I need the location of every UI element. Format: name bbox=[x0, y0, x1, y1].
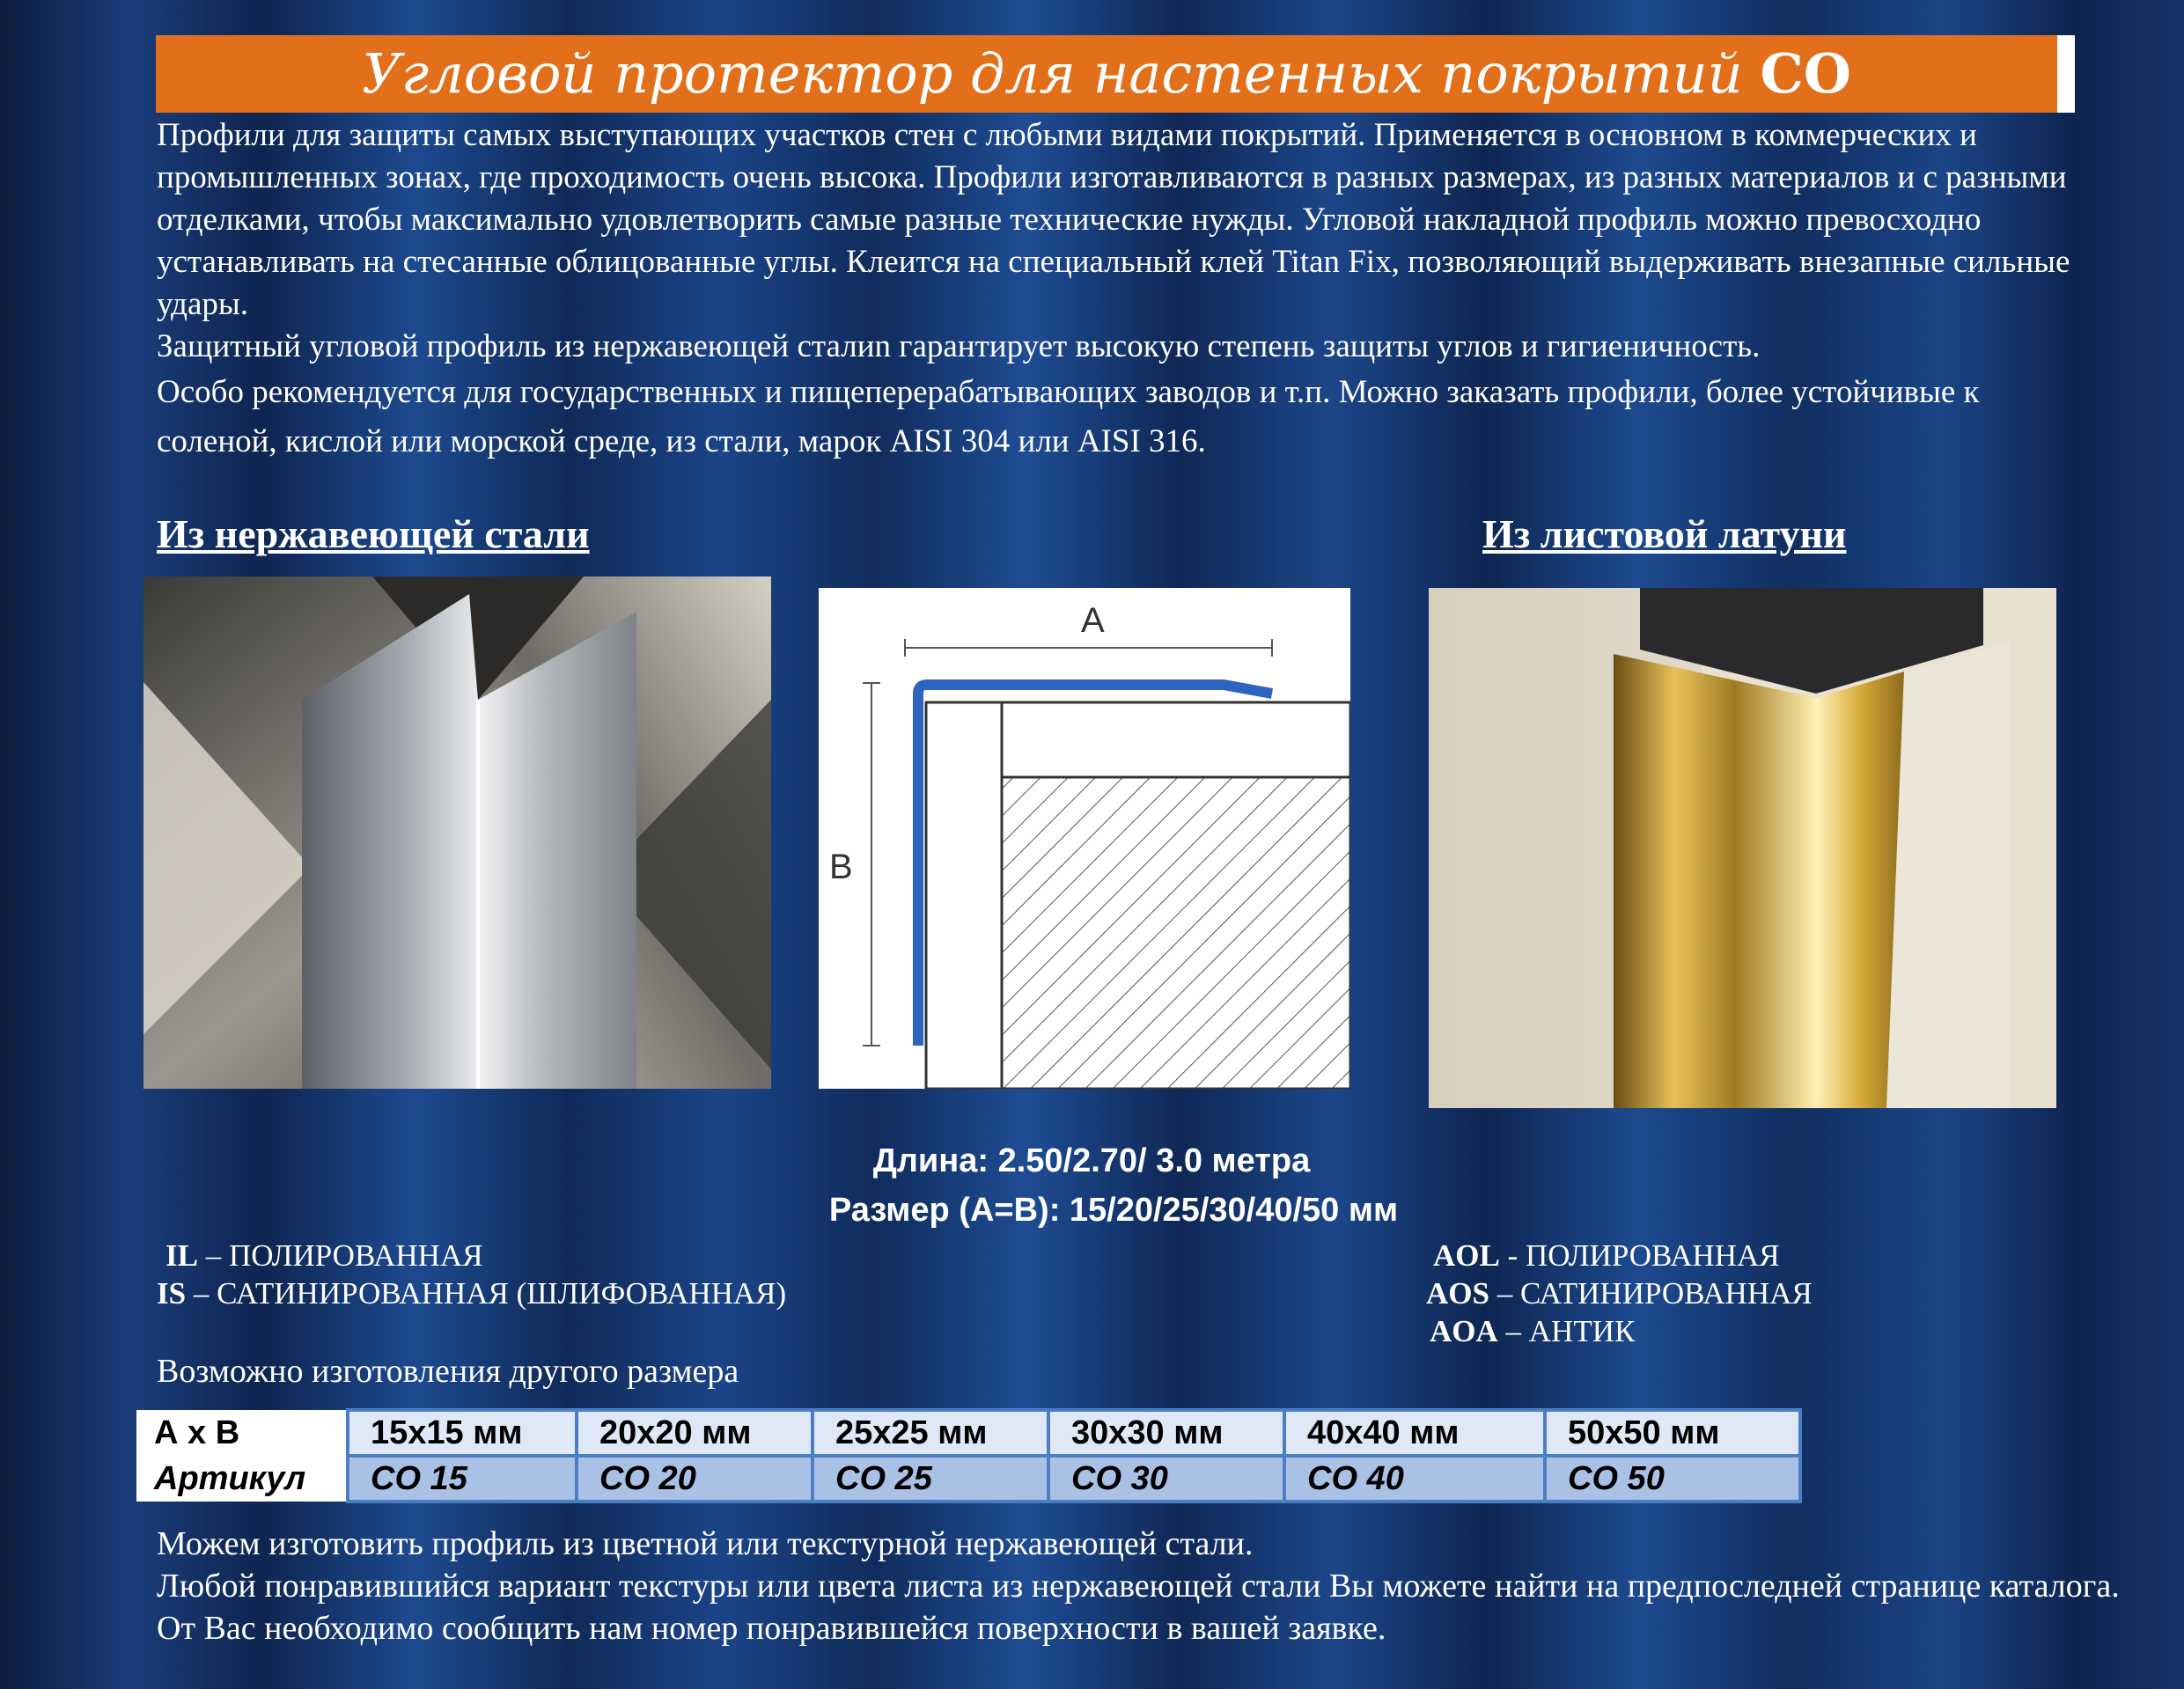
table-cell: CO 15 bbox=[348, 1456, 577, 1502]
table-cell: 25х25 мм bbox=[813, 1410, 1048, 1456]
intro-paragraph-3: Особо рекомендуется для государственных и пищеперерабатывающих заводов и т.п. Можно заказать профили, более устойчивые к соленой, кислой или морской среде, из стали, марок AISI 304 или AISI 316. bbox=[157, 374, 1980, 459]
table-cell: 20х20 мм bbox=[577, 1410, 813, 1456]
dimension-a-label: A bbox=[1081, 601, 1105, 640]
table-cell: 40х40 мм bbox=[1284, 1410, 1545, 1456]
dimension-b-label: B bbox=[829, 848, 853, 886]
brass-finishes bbox=[1426, 1237, 1813, 1350]
bottom-text bbox=[157, 1523, 2137, 1649]
intro-text bbox=[157, 114, 2093, 466]
other-size-note: Возможно изготовления другого размера bbox=[157, 1353, 739, 1390]
table-cell: CO 20 bbox=[577, 1456, 813, 1502]
bottom-line-1: Можем изготовить профиль из цветной или текстурной нержавеющей стали. bbox=[157, 1525, 1254, 1562]
title-bar bbox=[156, 35, 2075, 113]
table-cell: 15х15 мм bbox=[348, 1410, 577, 1456]
bottom-line-2: Любой понравившийся вариант текстуры или цвета листа из нержавеющей стали Вы можете найти на предпоследней странице каталога. От Вас необходимо сообщить нам номер понравившейся поверхности в вашей заявке. bbox=[157, 1568, 2120, 1647]
table-row bbox=[136, 1456, 1800, 1502]
finish-aos: AOS – САТИНИРОВАННАЯ bbox=[1426, 1276, 1813, 1311]
finish-is: IS – САТИНИРОВАННАЯ (ШЛИФОВАННАЯ) bbox=[157, 1276, 787, 1311]
heading-steel: Из нержавеющей стали bbox=[157, 511, 590, 556]
table-head-size: А х В bbox=[136, 1410, 348, 1456]
product-code: CO bbox=[1760, 41, 1851, 106]
table-cell: CO 25 bbox=[813, 1456, 1048, 1502]
table-head-article: Артикул bbox=[136, 1456, 348, 1502]
table-row bbox=[136, 1410, 1800, 1456]
finish-il: IL – ПОЛИРОВАННАЯ bbox=[165, 1238, 483, 1273]
finish-aoa: AOA – АНТИК bbox=[1430, 1314, 1636, 1348]
length-spec: Длина: 2.50/2.70/ 3.0 метра bbox=[872, 1142, 1311, 1179]
steel-corner-image bbox=[143, 576, 771, 1089]
steel-finishes bbox=[157, 1237, 786, 1312]
intro-paragraph-2: Защитный угловой профиль из нержавеющей сталиn гарантирует высокую степень защиты углов и гигиеничность. bbox=[157, 328, 1761, 364]
size-table bbox=[136, 1408, 1802, 1503]
size-spec: Размер (А=В): 15/20/25/30/40/50 мм bbox=[828, 1192, 1399, 1229]
page-title: Угловой протектор для настенных покрытий CO bbox=[362, 41, 1851, 106]
table-cell: CO 50 bbox=[1545, 1456, 1800, 1502]
heading-brass: Из листовой латуни bbox=[1482, 511, 1847, 556]
table-cell: 30х30 мм bbox=[1048, 1410, 1284, 1456]
finish-aol: AOL - ПОЛИРОВАННАЯ bbox=[1433, 1238, 1780, 1273]
profile-diagram bbox=[819, 588, 1350, 1089]
intro-paragraph-1: Профили для защиты самых выступающих участков стен с любыми видами покрытий. Применяется в основном в коммерческих и промышленных зонах, где проходимость очень высока. Профили изготавливаются в разных размерах, из разных материалов и с разными отделками, чтобы максимально удовлетворить самые разные технические нужды. Угловой накладной профиль можно превосходно устанавливать на стесанные облицованные углы. Клеится на специальный клей Titan Fix, позволяющий выдерживать внезапные сильные удары. bbox=[157, 117, 2070, 322]
table-cell: CO 40 bbox=[1284, 1456, 1545, 1502]
table-cell: 50х50 мм bbox=[1545, 1410, 1800, 1456]
brass-corner-image bbox=[1429, 588, 2056, 1108]
table-cell: CO 30 bbox=[1048, 1456, 1284, 1502]
